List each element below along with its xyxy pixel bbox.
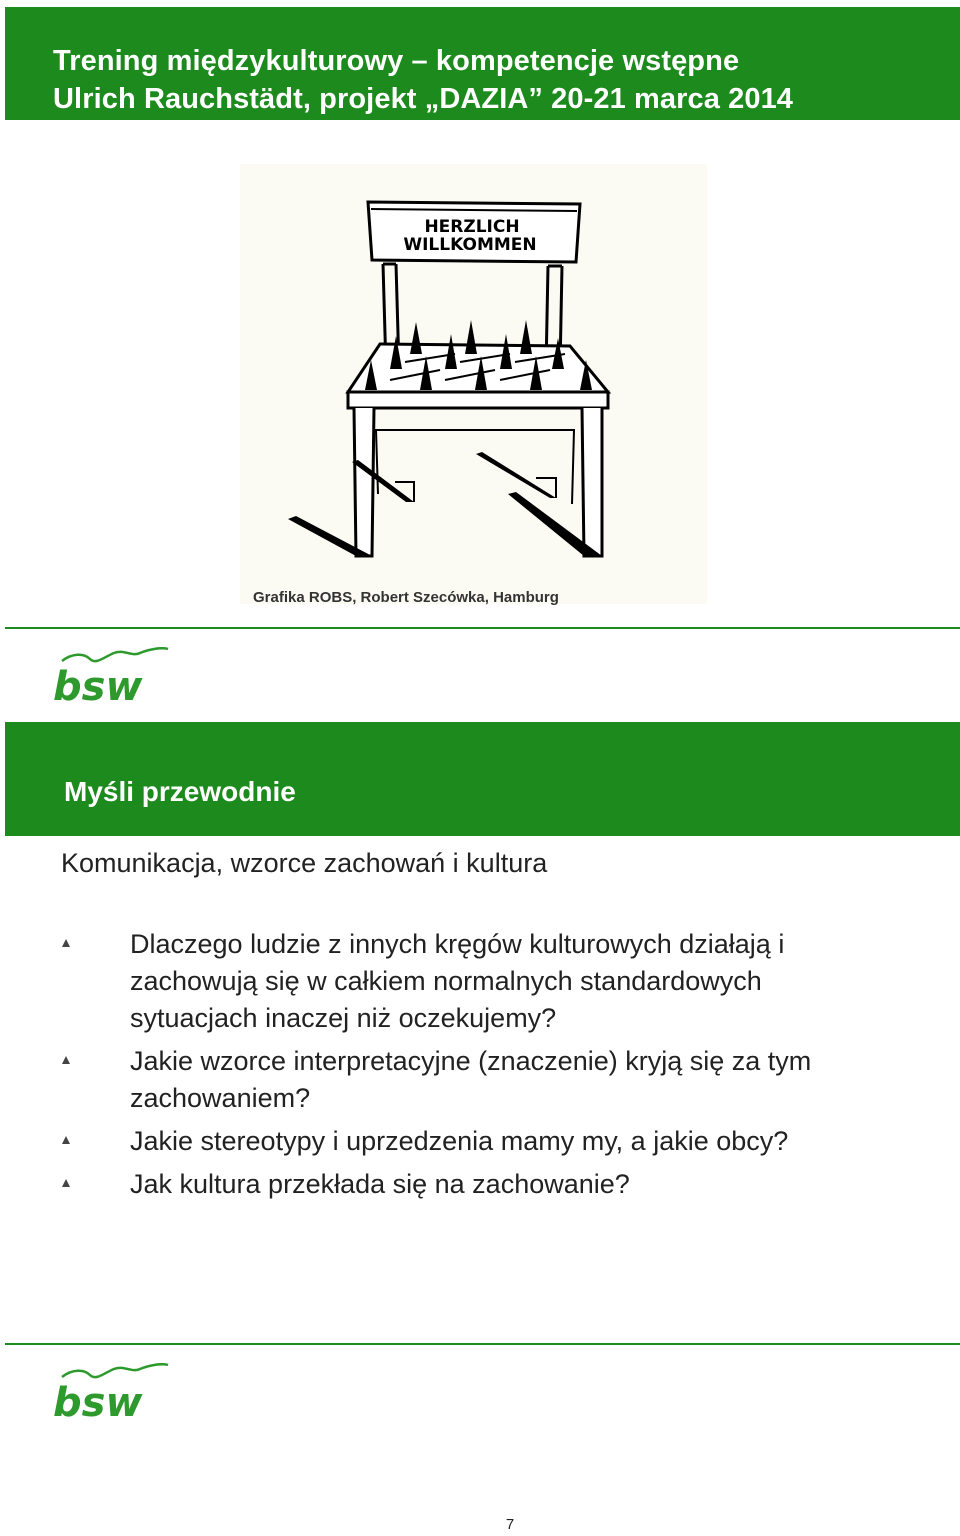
chair-illustration — [240, 164, 707, 604]
logo-text: bsw — [53, 1380, 143, 1421]
slide-1 — [0, 0, 960, 705]
image-caption: Grafika ROBS, Robert Szecówka, Hamburg — [253, 589, 559, 606]
bullet-text: Jakie wzorce interpretacyjne (znaczenie) kryją się za tym zachowaniem? — [130, 1046, 812, 1113]
slide-title-line-1: Trening międzykulturowy – kompetencje wstępne — [53, 45, 740, 77]
bullet-text: Jak kultura przekłada się na zachowanie? — [130, 1169, 630, 1199]
bullet-marker-icon — [61, 1055, 71, 1065]
slide-title: Myśli przewodnie — [64, 776, 296, 807]
bullet-item — [0, 1123, 875, 1160]
bullet-text: Jakie stereotypy i uprzedzenia mamy my, a jakie obcy? — [130, 1126, 789, 1156]
footer-divider — [5, 1343, 960, 1345]
slide-subtitle: Komunikacja, wzorce zachowań i kultura — [61, 848, 548, 878]
bsw-logo — [40, 647, 172, 705]
slide-title-line-2: Ulrich Rauchstädt, projekt „DAZIA” 20-21 marca 2014 — [53, 83, 794, 115]
bullet-item — [0, 926, 875, 1037]
footer-divider — [5, 627, 960, 629]
page-number: 7 — [505, 1516, 515, 1533]
bullet-list — [0, 926, 960, 1209]
sign-text-line-2: WILLKOMMEN — [403, 235, 537, 255]
bullet-text: Dlaczego ludzie z innych kręgów kulturowych działają i zachowują się w całkiem normalnych standardowych sytuacjach inaczej niż oczekujemy? — [130, 929, 785, 1033]
bullet-marker-icon — [61, 1178, 71, 1188]
slide-2 — [0, 722, 960, 1432]
bsw-logo — [40, 1363, 172, 1421]
bullet-item — [0, 1043, 875, 1117]
bullet-item — [0, 1166, 875, 1203]
sign-text-line-1: HERZLICH — [424, 217, 520, 237]
spiked-chair-drawing — [240, 164, 707, 604]
logo-text: bsw — [53, 664, 143, 705]
bullet-marker-icon — [61, 938, 71, 948]
bullet-marker-icon — [61, 1135, 71, 1145]
